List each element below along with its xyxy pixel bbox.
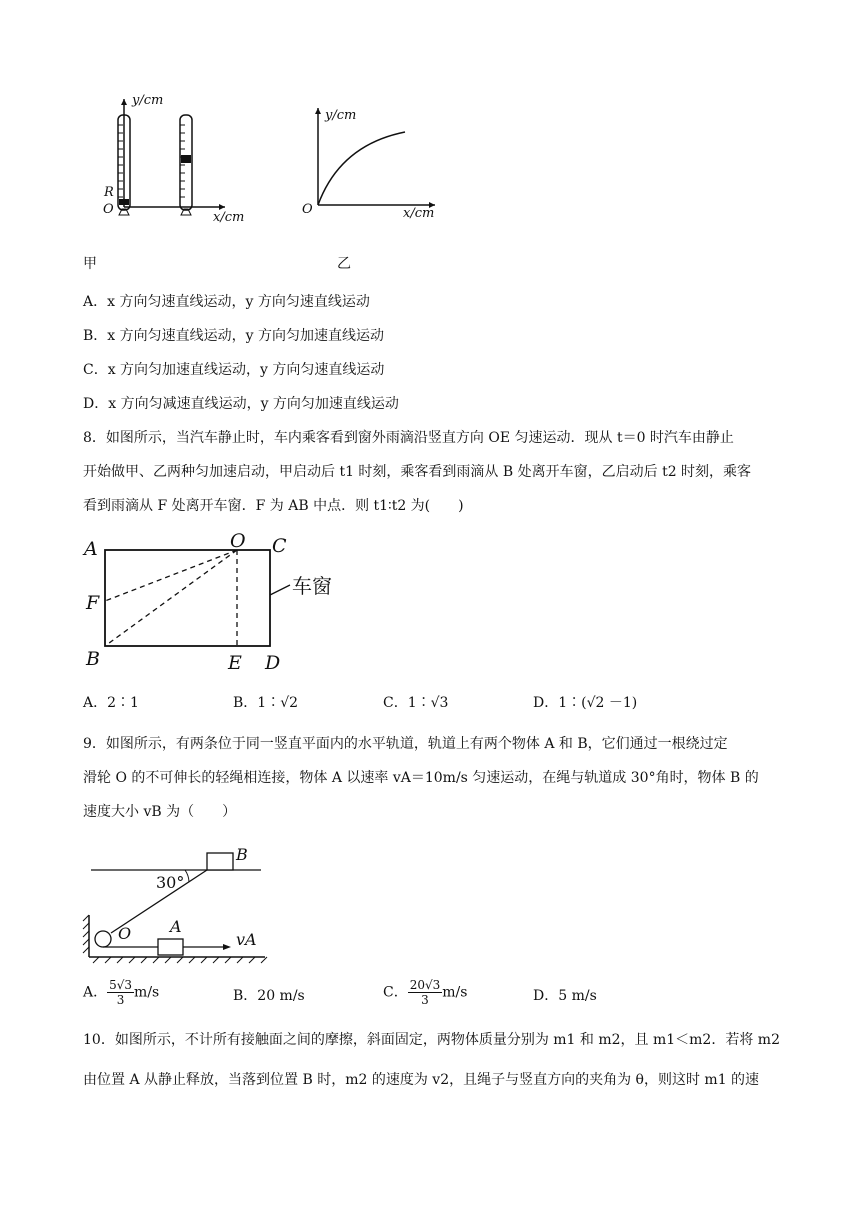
q7-option-a: A．x 方向匀速直线运动，y 方向匀速直线运动 (83, 294, 370, 310)
q9-option-a-denominator: 3 (116, 993, 125, 1007)
q7-option-c: C．x 方向匀加速直线运动，y 方向匀速直线运动 (83, 362, 385, 378)
q9-line-1: 9．如图所示，有两条位于同一竖直平面内的水平轨道，轨道上有两个物体 A 和 B，它们通过一根绕过定 (83, 736, 728, 752)
q7-option-b: B．x 方向匀速直线运动，y 方向匀加速直线运动 (83, 328, 384, 344)
q9-label-b: B (236, 845, 248, 864)
q8-option-d: D．1∶(√2 －1) (533, 695, 638, 711)
fig7b-y-axis-label: y/cm (325, 108, 357, 123)
fig7-y-axis-label: y/cm (132, 93, 164, 108)
q8-line-3: 看到雨滴从 F 处离开车窗．F 为 AB 中点．则 t1∶t2 为( ) (83, 498, 464, 514)
q8-option-c: C．1∶√3 (383, 695, 449, 711)
fig7b-x-axis-label: x/cm (403, 206, 435, 221)
q9-option-c-denominator: 3 (421, 993, 429, 1007)
q8-option-b: B．1∶√2 (233, 695, 299, 711)
q8-label-b: B (86, 648, 100, 670)
q8-line-2: 开始做甲、乙两种匀加速启动，甲启动后 t1 时刻，乘客看到雨滴从 B 处离开车窗，乙启动后 t2 时刻，乘客 (83, 464, 752, 480)
q8-label-f: F (86, 592, 100, 614)
q9-label-o: O (118, 924, 132, 943)
fig-jia-caption: 甲 (83, 256, 97, 272)
q8-label-d: D (265, 652, 281, 674)
q8-label-window: 车窗 (292, 574, 332, 598)
q9-option-a-prefix: A． (83, 984, 108, 1001)
q8-line-1: 8．如图所示，当汽车静止时，车内乘客看到窗外雨滴沿竖直方向 OE 匀速运动．现从 t＝0 时汽车由静止 (83, 430, 734, 446)
q9-option-d: D．5 m/s (533, 988, 597, 1004)
fig7b-origin-label: O (302, 202, 313, 217)
fig7-x-axis-label: x/cm (213, 210, 245, 225)
fig7-origin-label: O (103, 202, 114, 217)
q7-option-d: D．x 方向匀减速直线运动，y 方向匀加速直线运动 (83, 396, 399, 412)
q9-option-b: B．20 m/s (233, 988, 305, 1004)
q8-figure (100, 545, 300, 655)
q10-line-2: 由位置 A 从静止释放，当落到位置 B 时，m2 的速度为 v2，且绳子与竖直方向的夹角为 θ，则这时 m1 的速 (83, 1072, 760, 1088)
fig-yi-caption: 乙 (337, 256, 351, 272)
q8-label-e: E (228, 652, 242, 674)
q8-option-a: A．2∶1 (83, 695, 139, 711)
q9-option-c-unit: m/s (442, 984, 468, 1001)
q9-option-a-fraction (107, 978, 134, 1007)
q9-label-a: A (170, 917, 182, 936)
q9-option-a-numerator: 5√3 (109, 978, 133, 992)
q8-label-a: A (84, 538, 98, 560)
q9-option-c-numerator: 20√3 (409, 978, 441, 992)
q8-label-o: O (230, 530, 246, 552)
q9-option-c-prefix: C． (383, 984, 408, 1001)
q9-option-c (383, 978, 467, 1007)
q9-line-3: 速度大小 vB 为（ ） (83, 804, 237, 820)
q9-option-a-unit: m/s (134, 984, 160, 1001)
q9-option-a (83, 978, 159, 1007)
q8-label-c: C (272, 535, 287, 557)
q10-line-1: 10．如图所示，不计所有接触面之间的摩擦，斜面固定，两物体质量分别为 m1 和 m2，且 m1＜m2．若将 m2 (83, 1032, 780, 1048)
q9-label-va: vA (236, 930, 257, 949)
q9-option-c-fraction (408, 978, 443, 1007)
q9-label-angle: 30° (156, 873, 185, 892)
q9-line-2: 滑轮 O 的不可伸长的轻绳相连接，物体 A 以速率 vA＝10m/s 匀速运动，在绳与轨道成 30°角时，物体 B 的 (83, 770, 759, 786)
fig7-r-label: R (104, 185, 114, 200)
